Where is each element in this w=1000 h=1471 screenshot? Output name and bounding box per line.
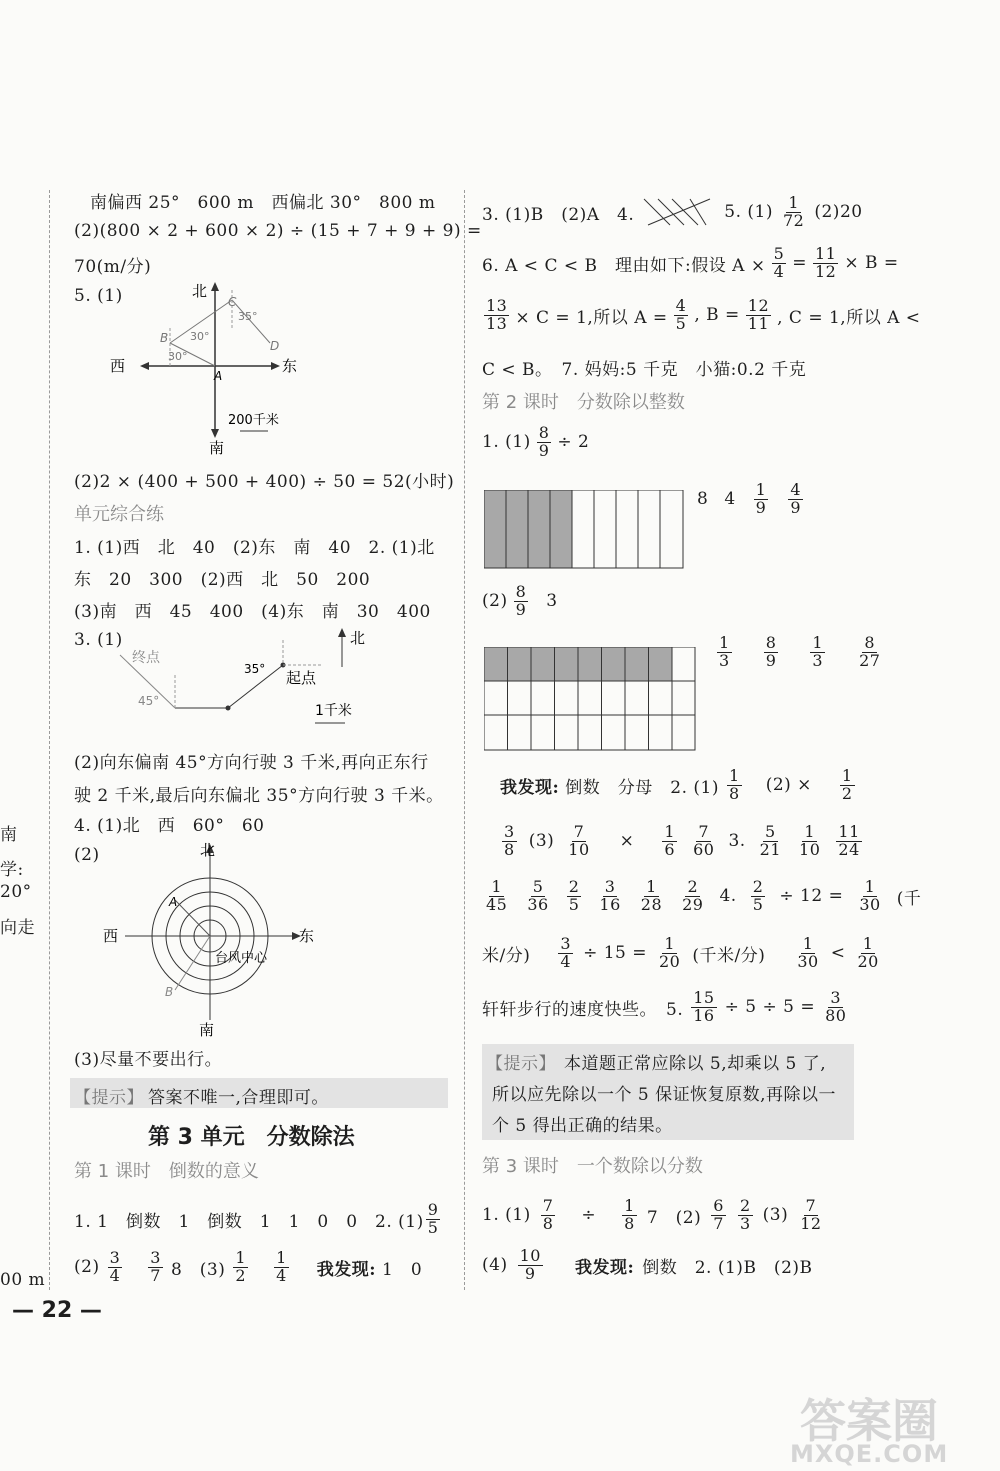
edge-text: 00 m — [0, 1270, 46, 1290]
answer-line: (3)南 西 45 400 (4)东 南 30 400 — [74, 602, 431, 622]
answer-text: 3. (1)B (2)A 4. — [482, 204, 635, 225]
answer-text: 米/分) — [482, 945, 531, 966]
fraction: $\frac{8}{9}$ — [515, 582, 527, 619]
finding-label: 我发现: — [500, 777, 560, 798]
answer-text: , B = — [694, 305, 740, 326]
point-a: A — [214, 369, 223, 383]
end-label: 终点 — [132, 650, 160, 666]
answer-text: ÷ 12 = — [779, 886, 844, 907]
hint-text: 答案不唯一,合理即可。 — [148, 1088, 329, 1108]
answer-text: 7 (2) — [646, 1207, 702, 1228]
fraction: $\frac{1}{8}$ — [624, 1196, 635, 1233]
route-point — [226, 706, 231, 711]
answer-text: × C = 1,所以 A = — [515, 307, 668, 328]
answer-line: 70(m/分) — [74, 257, 152, 277]
answer-line — [482, 1248, 813, 1283]
fraction: $\frac{2}{5}$ — [752, 877, 764, 914]
answer-line — [482, 879, 921, 914]
north-arrow — [338, 628, 346, 637]
page-number: — 22 — — [12, 1298, 102, 1323]
edge-text: 学: — [0, 860, 24, 880]
fraction-grid-2 — [484, 647, 699, 757]
fraction: $\frac{9}{5}$ — [427, 1200, 439, 1237]
direction-diagram-1 — [110, 278, 330, 458]
answer-text: ÷ 2 — [557, 432, 590, 453]
fraction: $\frac{5}{36}$ — [527, 877, 549, 914]
hint-text: 个 5 得出正确的结果。 — [492, 1116, 673, 1136]
answer-text: 8 (3) — [170, 1259, 226, 1280]
answer-text: 1. (1) — [482, 1205, 531, 1226]
fraction: $\frac{1}{6}$ — [664, 822, 676, 859]
fraction: $\frac{7}{60}$ — [693, 822, 715, 859]
finding-label: 我发现: — [316, 1259, 377, 1280]
question-number: (2) — [74, 845, 100, 865]
label-east: 东 — [282, 357, 298, 375]
fraction: $\frac{1}{20}$ — [659, 934, 681, 971]
answer-text: × B = — [844, 253, 899, 274]
south-arrow — [211, 429, 219, 438]
angle-label: 35° — [244, 662, 266, 676]
label-south: 南 — [209, 439, 225, 457]
fraction: $\frac{12}{11}$ — [747, 296, 770, 333]
answer-text: (千米/分) — [692, 945, 766, 966]
route-diagram — [110, 625, 380, 735]
fraction: $\frac{7}{10}$ — [568, 822, 590, 859]
typhoon-diagram — [95, 838, 325, 1038]
label-north: 北 — [192, 282, 208, 300]
lesson-heading: 第 2 课时 分数除以整数 — [482, 392, 685, 413]
north-arrow — [211, 282, 219, 291]
angle-label: 30° — [190, 330, 210, 343]
fraction: $\frac{2}{5}$ — [568, 877, 580, 914]
scale-label: 1千米 — [315, 703, 352, 719]
fraction: $\frac{2}{3}$ — [739, 1196, 751, 1233]
fraction: $\frac{1}{30}$ — [859, 877, 881, 914]
fraction: $\frac{1}{8}$ — [729, 766, 740, 803]
answer-text: (3) — [528, 831, 555, 852]
fraction-grid-1 — [484, 490, 694, 570]
fraction: $\frac{2}{29}$ — [682, 877, 704, 914]
answer-text: 6. A < C < B 理由如下:假设 A × — [482, 255, 766, 276]
fraction: $\frac{1}{10}$ — [799, 822, 821, 859]
column-divider — [464, 190, 465, 1290]
fraction: $\frac{3}{4}$ — [109, 1248, 121, 1285]
fraction: $\frac{3}{80}$ — [825, 988, 847, 1025]
answer-line — [697, 482, 805, 517]
unit-title: 第 3 单元 分数除法 — [148, 1125, 355, 1150]
center-label: 台风中心 — [215, 951, 268, 966]
fraction: $\frac{5}{21}$ — [759, 822, 782, 859]
answer-text: 1. 1 倒数 1 倒数 1 1 0 0 2. (1) — [74, 1211, 424, 1232]
scale-label: 200千米 — [228, 413, 279, 428]
answer-text: 3. — [728, 831, 746, 852]
fraction: $\frac{1}{3}$ — [812, 633, 824, 670]
fraction: $\frac{3}{16}$ — [599, 877, 621, 914]
route-line — [175, 936, 210, 990]
answer-text: (3) — [762, 1205, 789, 1226]
answer-line — [482, 195, 863, 230]
question-number: 3. (1) — [74, 630, 123, 650]
answer-text: (4) — [482, 1255, 508, 1276]
answer-line — [482, 425, 589, 460]
hint-text: 所以应先除以一个 5 保证恢复原数,再除以一 — [492, 1085, 837, 1105]
answer-line — [500, 824, 864, 859]
answer-text: (2) × — [765, 775, 812, 796]
point-b: B — [165, 985, 174, 999]
answer-line: 南偏西 25° 600 m 西偏北 30° 800 m — [90, 193, 436, 213]
start-label: 起点 — [286, 669, 317, 687]
lesson-heading: 第 3 课时 一个数除以分数 — [482, 1156, 703, 1177]
answer-line — [500, 768, 857, 803]
answer-text: (2) — [482, 591, 508, 612]
answer-text: 4 — [724, 489, 736, 510]
fraction: $\frac{3}{8}$ — [504, 822, 515, 859]
edge-text: 20° — [0, 882, 32, 902]
answer-line — [482, 1198, 826, 1233]
angle-label: 30° — [168, 350, 188, 363]
answer-line: 1. (1)西 北 40 (2)东 南 40 2. (1)北 — [74, 538, 435, 558]
fraction: $\frac{7}{12}$ — [800, 1196, 822, 1233]
section-heading: 单元综合练 — [74, 504, 164, 525]
fraction: $\frac{3}{4}$ — [560, 934, 572, 971]
answer-text: ÷ 15 = — [583, 943, 647, 964]
fraction: $\frac{1}{2}$ — [235, 1248, 247, 1285]
answer-line: C < B。 7. 妈妈:5 千克 小猫:0.2 千克 — [482, 360, 807, 380]
watermark-logo: 答案圈 — [800, 1394, 938, 1448]
hint-box — [482, 1044, 854, 1140]
answer-line: 4. (1)北 西 60° 60 — [74, 816, 265, 836]
answer-line: (2)(800 × 2 + 600 × 2) ÷ (15 + 7 + 9 + 9) = — [74, 221, 482, 241]
answer-line — [74, 1250, 422, 1285]
fraction: $\frac{7}{8}$ — [542, 1196, 554, 1233]
answer-text: (2)20 — [814, 202, 863, 223]
answer-line — [74, 1202, 442, 1237]
fraction: $\frac{1}{45}$ — [486, 877, 508, 914]
answer-line: (3)尽量不要出行。 — [74, 1050, 223, 1070]
fraction: $\frac{5}{4}$ — [773, 244, 785, 281]
fraction: $\frac{1}{28}$ — [640, 877, 663, 914]
east-arrow — [271, 362, 280, 370]
fraction: $\frac{8}{9}$ — [538, 423, 550, 460]
finding-label: 我发现: — [574, 1257, 635, 1278]
angle-label: 45° — [138, 694, 160, 708]
west-arrow — [140, 362, 149, 370]
fraction: $\frac{10}{9}$ — [519, 1246, 541, 1283]
angle-label: 35° — [238, 310, 258, 323]
watermark-url: MXQE.COM — [790, 1440, 949, 1468]
fraction: $\frac{1}{30}$ — [797, 934, 819, 971]
answer-text: 1. (1) — [482, 432, 531, 453]
matching-lines — [640, 195, 718, 229]
answer-text: 1 0 — [382, 1259, 423, 1280]
hint-tag: 【提示】 — [486, 1054, 556, 1074]
answer-line — [482, 990, 850, 1025]
answer-text: 3 — [546, 591, 558, 612]
edge-text: 南 — [0, 825, 18, 845]
answer-text: 8 — [697, 489, 709, 510]
answer-line — [482, 246, 899, 281]
fraction: $\frac{6}{7}$ — [713, 1196, 724, 1233]
answer-line: 驶 2 千米,最后向东偏北 35°方向行驶 3 千米。 — [74, 786, 444, 806]
fraction: $\frac{13}{13}$ — [486, 296, 508, 333]
answer-text: × — [619, 831, 635, 852]
fraction: $\frac{1}{72}$ — [783, 193, 805, 230]
answer-line — [482, 936, 883, 971]
label-north: 北 — [200, 841, 216, 859]
answer-line — [482, 584, 558, 619]
answer-text: , C = 1,所以 A < — [777, 307, 921, 328]
answer-text: (千 — [896, 888, 922, 909]
point-b: B — [160, 331, 169, 345]
fraction: $\frac{1}{3}$ — [719, 633, 730, 670]
edge-text: 向走 — [0, 918, 35, 938]
label-east: 东 — [299, 927, 315, 945]
answer-line: 东 20 300 (2)西 北 50 200 — [74, 570, 371, 590]
answer-line — [482, 298, 921, 333]
fraction: $\frac{1}{20}$ — [857, 934, 879, 971]
question-number: 5. (1) — [74, 286, 123, 306]
answer-line — [715, 635, 884, 670]
hint-box — [70, 1078, 448, 1108]
answer-line: (2)向东偏南 45°方向行驶 3 千米,再向正东行 — [74, 753, 429, 773]
label-south: 南 — [199, 1021, 215, 1038]
answer-text: ÷ — [581, 1205, 597, 1226]
fraction: $\frac{1}{4}$ — [276, 1248, 287, 1285]
fraction: $\frac{11}{24}$ — [838, 822, 860, 859]
fraction: $\frac{8}{27}$ — [859, 633, 881, 670]
hint-tag: 【提示】 — [74, 1088, 144, 1108]
answer-text: 倒数 分母 2. (1) — [565, 777, 719, 798]
answer-text: 倒数 2. (1)B (2)B — [642, 1257, 813, 1278]
label-west: 西 — [110, 357, 126, 375]
point-d: D — [270, 339, 280, 353]
fraction: $\frac{8}{9}$ — [765, 633, 777, 670]
fraction: $\frac{1}{2}$ — [841, 766, 853, 803]
point-c: C — [228, 295, 237, 309]
column-divider — [49, 190, 50, 1290]
fraction: $\frac{15}{16}$ — [693, 988, 715, 1025]
lesson-heading: 第 1 课时 倒数的意义 — [74, 1161, 259, 1182]
fraction: $\frac{11}{12}$ — [815, 244, 837, 281]
answer-text: 轩轩步行的速度快些。 5. — [482, 999, 684, 1020]
answer-text: = — [792, 253, 807, 274]
answer-text: < — [830, 943, 846, 964]
answer-line: (2)2 × (400 + 500 + 400) ÷ 50 = 52(小时) — [74, 472, 455, 492]
label-west: 西 — [103, 927, 119, 945]
answer-text: 5. (1) — [724, 202, 773, 223]
fraction: $\frac{4}{9}$ — [790, 480, 802, 517]
fraction: $\frac{3}{7}$ — [150, 1248, 161, 1285]
answer-text: ÷ 5 ÷ 5 = — [724, 997, 816, 1018]
label-north: 北 — [350, 629, 366, 647]
fraction: $\frac{1}{9}$ — [755, 480, 767, 517]
fraction: $\frac{4}{5}$ — [675, 296, 687, 333]
hint-text: 本道题正常应除以 5,却乘以 5 了, — [564, 1054, 827, 1074]
answer-text: (2) — [74, 1257, 100, 1278]
answer-text: 4. — [719, 886, 737, 907]
point-a: A — [169, 895, 178, 909]
